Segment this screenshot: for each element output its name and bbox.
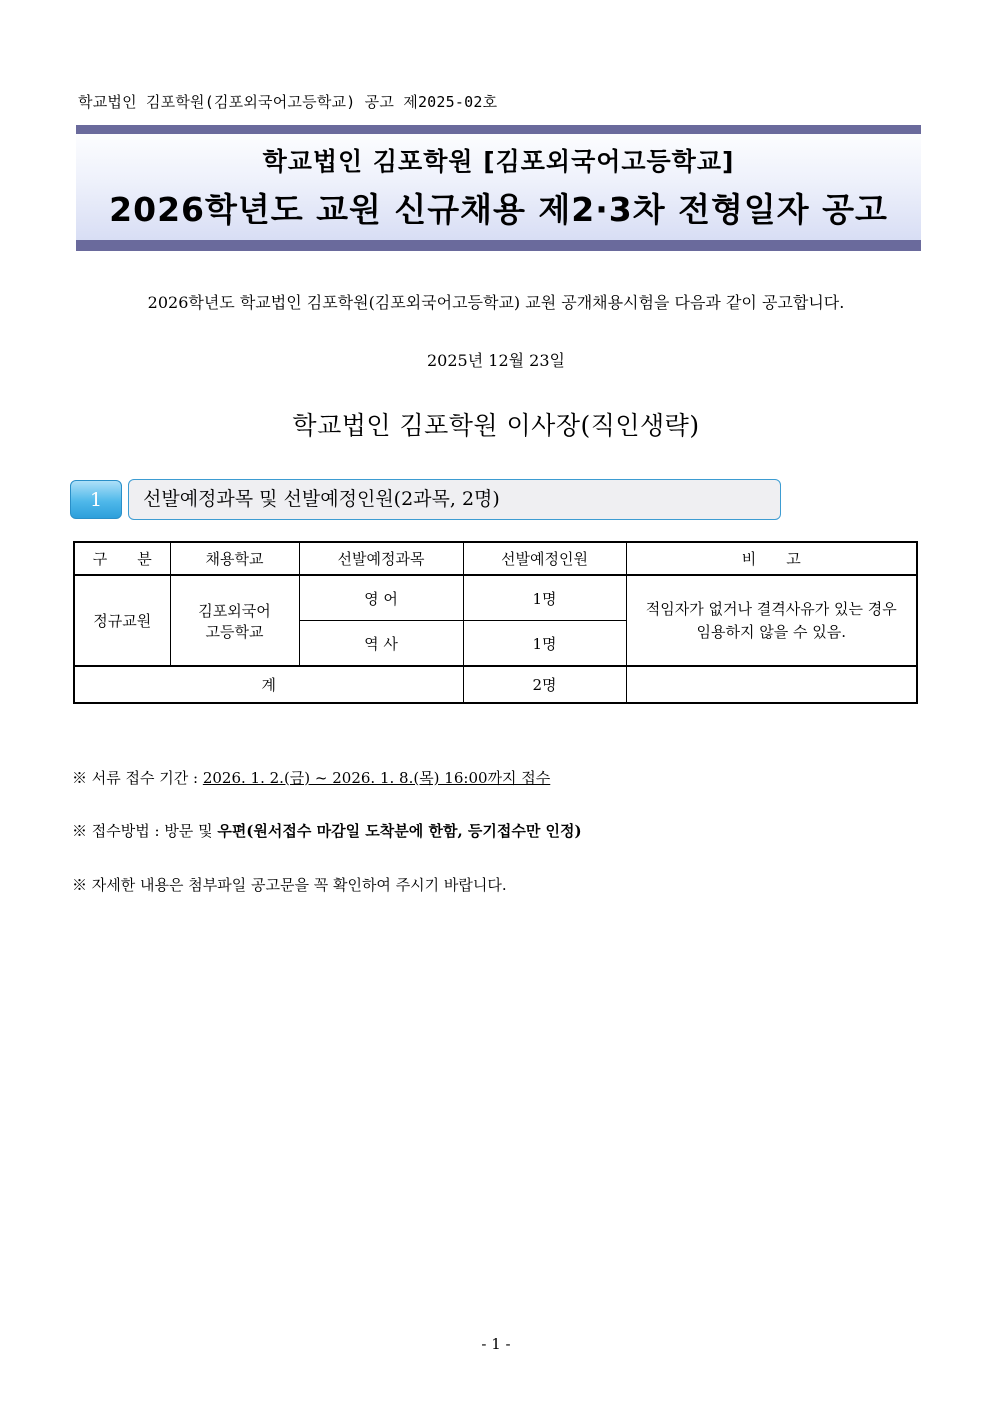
document-number: 학교법인 김포학원(김포외국어고등학교) 공고 제2025-02호 [78,93,498,111]
school-cell [170,575,299,666]
section-title: 선발예정과목 및 선발예정인원(2과목, 2명) [128,479,781,520]
header-count: 선발예정인원 [463,542,626,575]
announcement-date: 2025년 12월 23일 [427,351,565,370]
subject-cell: 역 사 [299,621,463,667]
count-cell: 1명 [463,621,626,667]
recruitment-table [73,541,918,704]
remarks-cell [626,575,917,666]
table-total-row [74,666,917,703]
remarks-line1: 적임자가 없거나 결격사유가 있는 경우 [645,599,897,618]
page-number: - 1 - [481,1335,511,1353]
section-number-badge: 1 [70,480,122,519]
table-header-row [74,542,917,575]
school-line2: 고등학교 [205,622,264,641]
school-line1: 김포외국어 [198,601,271,620]
note-period-value: 2026. 1. 2.(금) ~ 2026. 1. 8.(목) 16:00까지 접수 [202,769,551,787]
table-row [74,575,917,621]
note-period [72,767,550,788]
header-remarks: 비 고 [626,542,917,575]
signer: 학교법인 김포학원 이사장(직인생략) [292,411,700,440]
note-method-value: 우편(원서접수 마감일 도착분에 한함, 등기접수만 인정) [217,822,582,840]
header-subject: 선발예정과목 [299,542,463,575]
intro-text: 2026학년도 학교법인 김포학원(김포외국어고등학교) 교원 공개채용시험을 다음과 같이 공고합니다. [147,293,845,312]
note-period-label: ※ 서류 접수 기간 : [72,769,203,787]
total-count: 2명 [463,666,626,703]
title-banner [76,125,921,251]
page-title: 2026학년도 교원 신규채용 제2·3차 전형일자 공고 [109,190,888,229]
remarks-line2: 임용하지 않을 수 있음. [696,622,846,641]
header-category: 구 분 [74,542,170,575]
subject-cell: 영 어 [299,575,463,621]
total-remarks [626,666,917,703]
header-school: 채용학교 [170,542,299,575]
title-top-bar [76,125,921,134]
note-method-label: ※ 접수방법 : 방문 및 [72,822,218,840]
category-cell: 정규교원 [74,575,170,666]
title-organization: 학교법인 김포학원 [김포외국어고등학교] [262,147,735,176]
title-bottom-bar [76,240,921,251]
total-label: 계 [74,666,463,703]
note-method [72,820,582,841]
note-detail: ※ 자세한 내용은 첨부파일 공고문을 꼭 확인하여 주시기 바랍니다. [72,876,507,894]
count-cell: 1명 [463,575,626,621]
